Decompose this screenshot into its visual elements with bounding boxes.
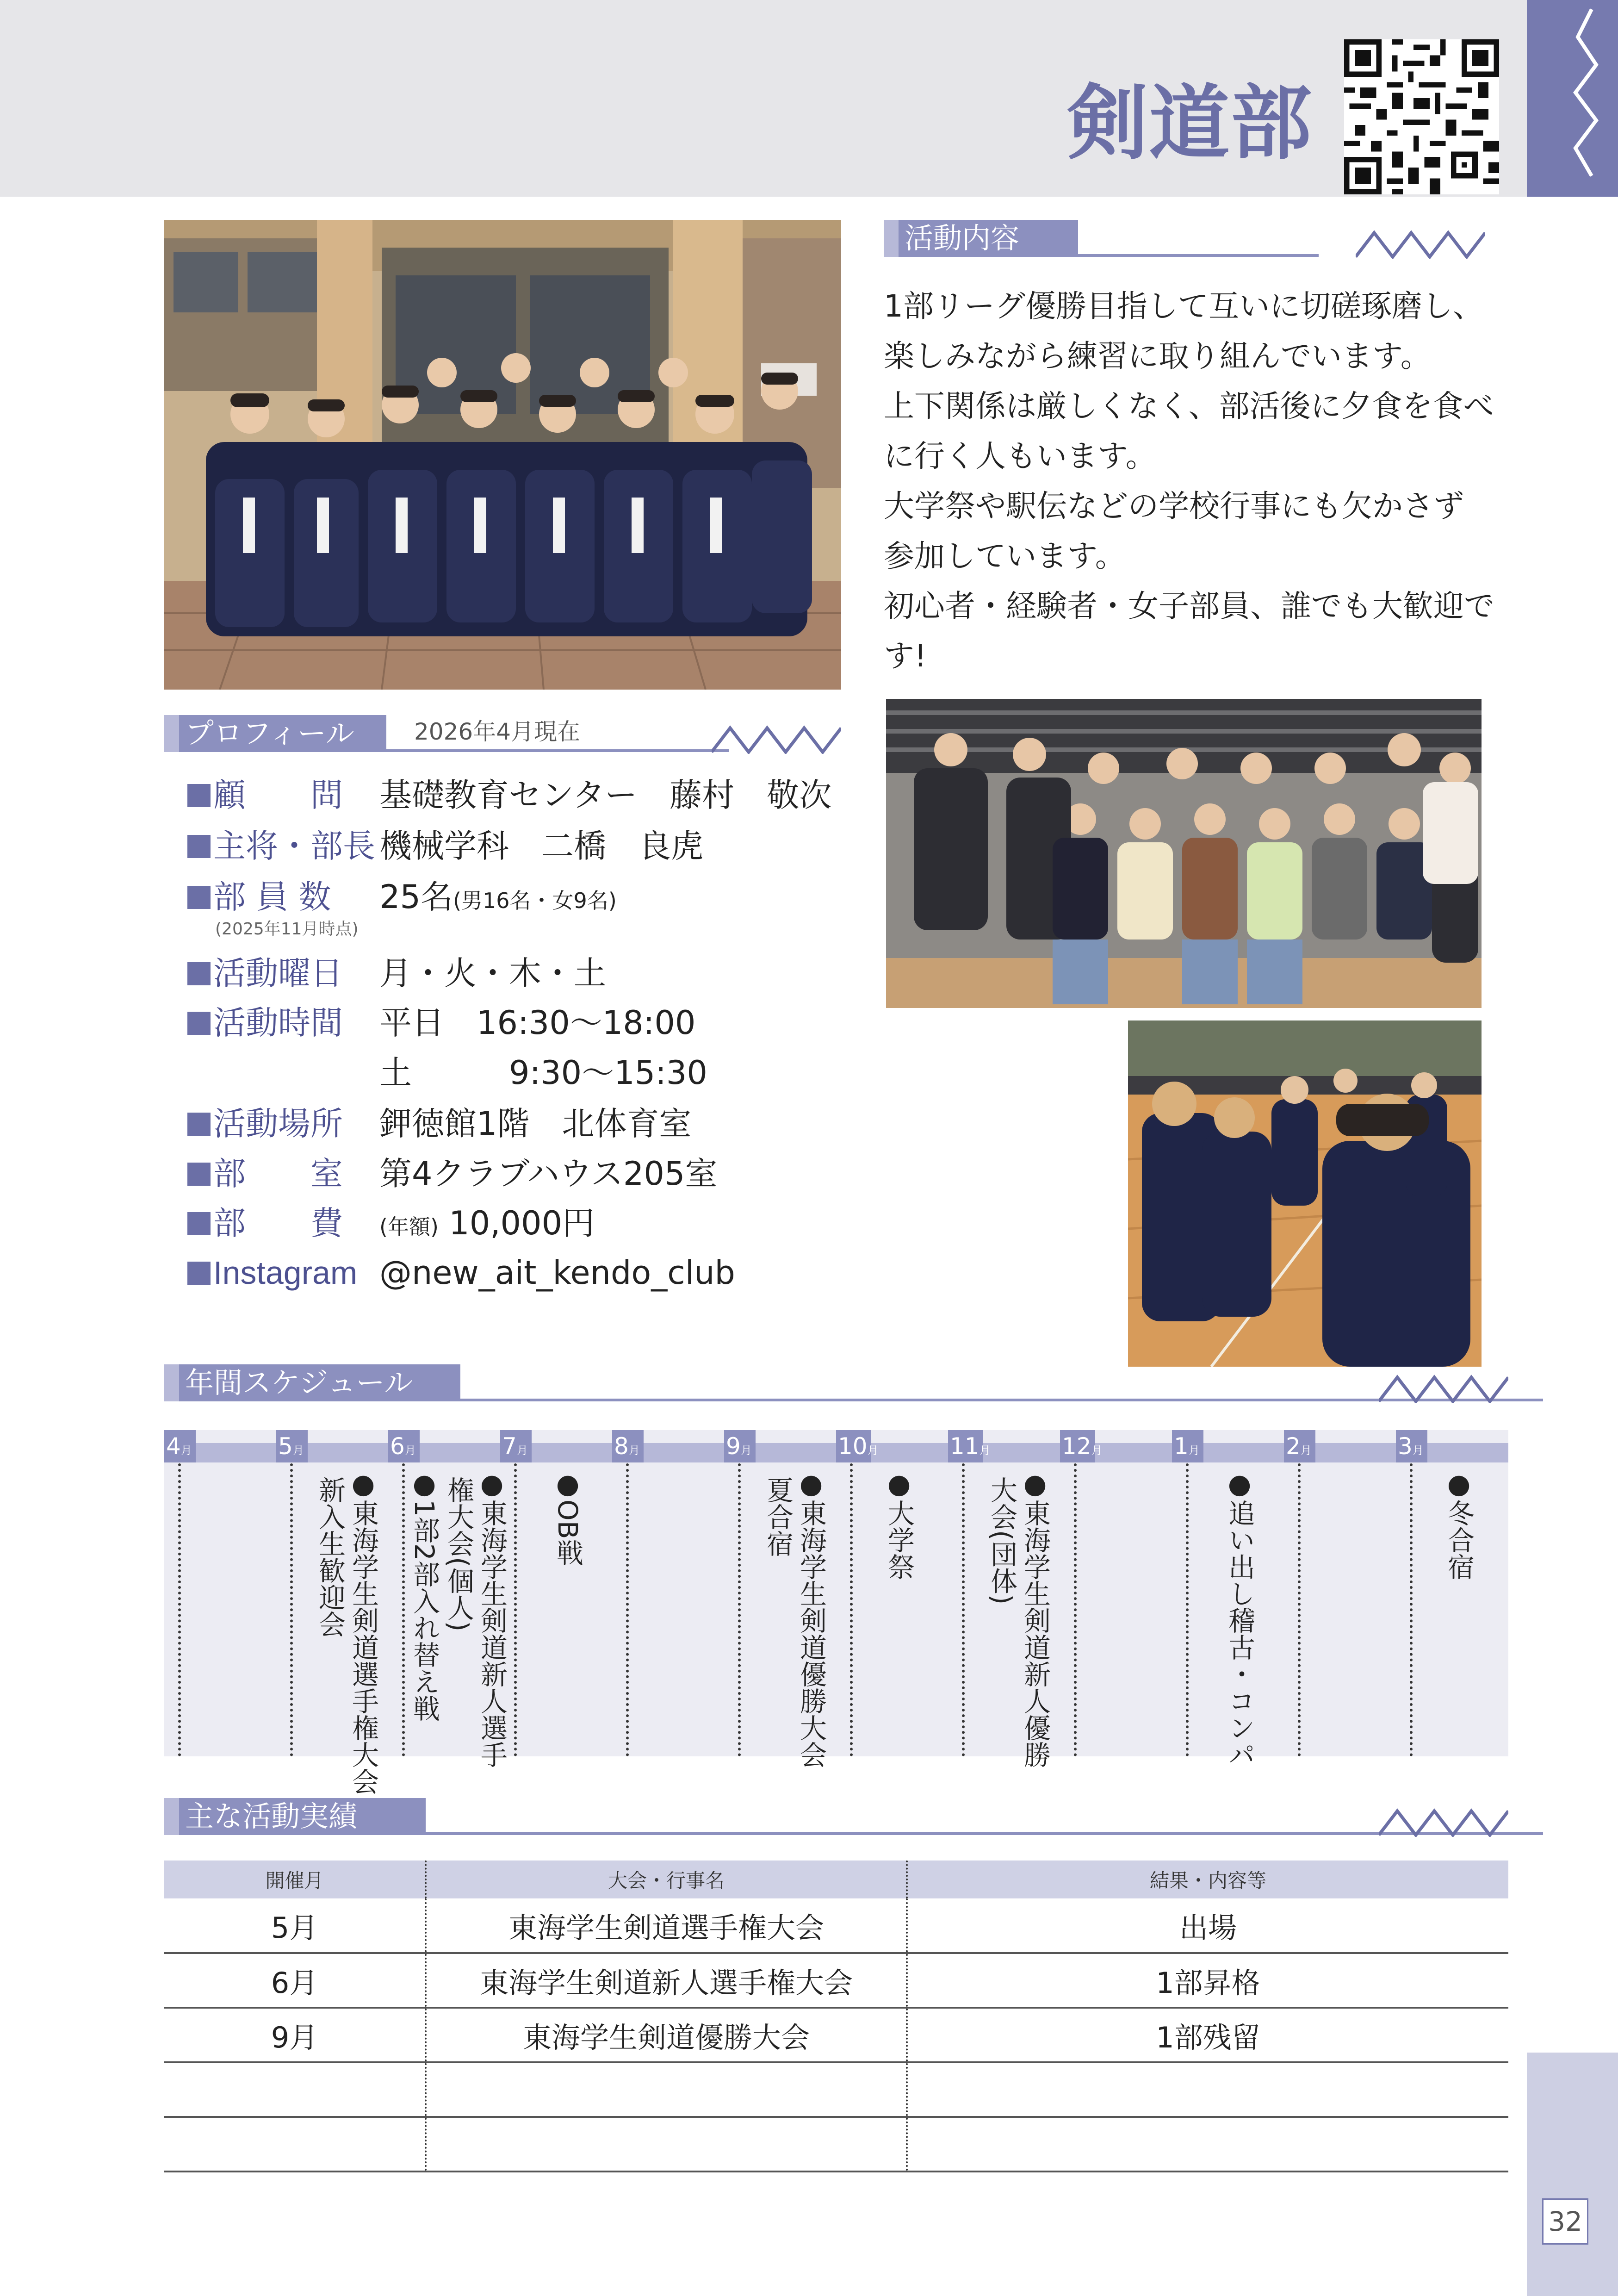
schedule-event: ●東海学生剣道選手権大会 (347, 1468, 379, 1795)
section-underline (426, 1832, 1543, 1835)
month-column: 5月 ●東海学生剣道選手権大会 新入生歓迎会 (276, 1430, 388, 1756)
month-column: 10月 ●大学祭 (836, 1430, 948, 1756)
month-label: 2 (1286, 1433, 1301, 1460)
table-row (164, 2117, 1508, 2172)
schedule-event: ●OB戦 (552, 1468, 583, 1566)
activity-line: 参加しています。 (884, 538, 1126, 574)
table-row (164, 1898, 1508, 1953)
members-breakdown: (男16名・女9名) (453, 888, 617, 913)
month-divider (402, 1463, 405, 1756)
month-label: 11 (950, 1433, 979, 1460)
square-bullet-icon (187, 1012, 211, 1035)
activity-description (884, 281, 1494, 681)
table-cell: 東海学生剣道選手権大会 (426, 1898, 907, 1953)
profile-section-header (164, 715, 841, 752)
month-divider (738, 1463, 741, 1756)
month-divider (1186, 1463, 1189, 1756)
profile-label: 主将・部長 (213, 827, 375, 865)
month-label: 12 (1062, 1433, 1091, 1460)
table-cell: 1部昇格 (907, 1953, 1508, 2008)
profile-label: 部 員 数 (213, 878, 331, 916)
activity-line: 初心者・経験者・女子部員、誰でも大歓迎で (884, 588, 1494, 624)
schedule-section-header (164, 1364, 1508, 1401)
qr-code-icon[interactable] (1344, 39, 1499, 194)
table-row (164, 2062, 1508, 2117)
square-bullet-icon (187, 784, 211, 807)
schedule-event: 大会(団体) (986, 1476, 1017, 1605)
members-note: (2025年11月時点) (215, 920, 359, 939)
month-label: 8 (614, 1433, 629, 1460)
month-divider (850, 1463, 853, 1756)
month-divider (1410, 1463, 1413, 1756)
profile-label: 活動時間 (213, 1004, 343, 1042)
activity-section-header (884, 220, 1485, 257)
zigzag-decoration-icon (1527, 0, 1618, 197)
month-label: 3 (1398, 1433, 1413, 1460)
schedule-event: ●大学祭 (883, 1468, 915, 1580)
schedule-event: ●東海学生剣道新人選手 (476, 1468, 508, 1768)
square-bullet-icon (187, 1262, 211, 1285)
table-cell: 東海学生剣道新人選手権大会 (426, 1953, 907, 2008)
schedule-heading: 年間スケジュール (164, 1364, 460, 1401)
profile-value: 10,000円 (449, 1204, 595, 1242)
profile-value: 基礎教育センター 藤村 敬次 (379, 776, 832, 814)
month-column: 2月 (1284, 1430, 1396, 1756)
table-cell (426, 2117, 907, 2172)
table-cell: 1部残留 (907, 2008, 1508, 2062)
activity-line: に行く人もいます。 (884, 438, 1156, 474)
column-header: 結果・内容等 (907, 1860, 1508, 1898)
month-divider (962, 1463, 965, 1756)
table-cell: 6月 (164, 1953, 426, 2008)
schedule-event: 権大会(個人) (443, 1476, 474, 1632)
zigzag-decoration-icon (1379, 1808, 1508, 1837)
results-heading: 主な活動実績 (164, 1798, 426, 1835)
profile-label: 顧 問 (213, 776, 343, 814)
schedule-event: ●追い出し稽古・コンパ (1224, 1468, 1255, 1768)
column-header: 開催月 (164, 1860, 426, 1898)
profile-value: 機械学科 二橋 良虎 (379, 827, 703, 865)
zigzag-decoration-icon (1356, 230, 1485, 259)
profile-value: 25名 (379, 878, 453, 916)
month-divider (178, 1463, 181, 1756)
profile-value: 鉀徳館1階 北体育室 (379, 1105, 692, 1143)
month-column: 4月 (164, 1430, 276, 1756)
month-divider (514, 1463, 517, 1756)
activity-line: 1部リーグ優勝目指して互いに切磋琢磨し、 (884, 288, 1483, 324)
table-cell (907, 2117, 1508, 2172)
zigzag-decoration-icon (712, 725, 841, 754)
table-cell: 東海学生剣道優勝大会 (426, 2008, 907, 2062)
month-label: 1 (1174, 1433, 1189, 1460)
month-column: 11月 ●東海学生剣道新人優勝 大会(団体) (948, 1430, 1060, 1756)
profile-label: 活動曜日 (213, 954, 343, 992)
team-photo (164, 220, 841, 690)
profile-value: 土 9:30〜15:30 (379, 1054, 707, 1092)
month-column: 9月 ●東海学生剣道優勝大会 夏合宿 (724, 1430, 836, 1756)
month-label: 9 (726, 1433, 741, 1460)
group-casual-photo (886, 699, 1482, 1008)
profile-value: 月・火・木・土 (379, 954, 606, 992)
profile-label: Instagram (213, 1255, 358, 1291)
profile-label: 活動場所 (213, 1105, 343, 1143)
schedule-event: 夏合宿 (762, 1476, 794, 1557)
square-bullet-icon (187, 835, 211, 858)
table-cell: 出場 (907, 1898, 1508, 1953)
table-cell: 5月 (164, 1898, 426, 1953)
column-header: 大会・行事名 (426, 1860, 907, 1898)
month-divider (626, 1463, 629, 1756)
profile-label: 部 費 (213, 1204, 343, 1242)
section-underline (1078, 254, 1319, 257)
month-column: 1月 ●追い出し稽古・コンパ (1172, 1430, 1284, 1756)
table-cell: 9月 (164, 2008, 426, 2062)
profile-as-of: 2026年4月現在 (414, 718, 581, 745)
results-table (164, 1860, 1508, 2172)
profile-value: 第4クラブハウス205室 (379, 1155, 718, 1193)
practice-photo (1128, 1020, 1482, 1367)
table-row (164, 2008, 1508, 2062)
page-number: 32 (1542, 2198, 1588, 2245)
activity-line: 楽しみながら練習に取り組んでいます。 (884, 338, 1431, 374)
club-title: 剣道部 (1067, 77, 1313, 171)
month-column: 6月 ●1部2部入れ替え戦 ●東海学生剣道新人選手 権大会(個人) (388, 1430, 500, 1756)
fee-prefix: (年額) (379, 1214, 439, 1239)
month-label: 7 (502, 1433, 517, 1460)
activity-line: 大学祭や駅伝などの学校行事にも欠かさず (884, 488, 1464, 524)
activity-heading: 活動内容 (884, 220, 1078, 257)
schedule-event: 新入生歓迎会 (314, 1476, 346, 1637)
table-cell (907, 2062, 1508, 2117)
schedule-event: ●1部2部入れ替え戦 (409, 1468, 440, 1722)
profile-heading: プロフィール (164, 715, 386, 752)
square-bullet-icon (187, 1163, 211, 1186)
month-label: 4 (166, 1433, 181, 1460)
table-header-row (164, 1860, 1508, 1898)
side-bottom-tab (1527, 2053, 1618, 2296)
square-bullet-icon (187, 1212, 211, 1235)
month-column: 12月 (1060, 1430, 1172, 1756)
schedule-event: ●東海学生剣道新人優勝 (1019, 1468, 1051, 1768)
month-label: 5 (278, 1433, 293, 1460)
month-divider (290, 1463, 293, 1756)
square-bullet-icon (187, 1113, 211, 1136)
results-section-header (164, 1798, 1508, 1835)
table-cell (426, 2062, 907, 2117)
table-cell (164, 2062, 426, 2117)
month-label: 6 (390, 1433, 405, 1460)
side-tab (1527, 0, 1618, 197)
table-cell (164, 2117, 426, 2172)
month-column: 3月 ●冬合宿 (1396, 1430, 1508, 1756)
month-column: 7月 ●OB戦 (500, 1430, 612, 1756)
profile-label: 部 室 (213, 1155, 343, 1193)
activity-line: 上下関係は厳しくなく、部活後に夕食を食べ (884, 388, 1494, 424)
month-label: 10 (838, 1433, 868, 1460)
schedule-event: ●冬合宿 (1443, 1468, 1475, 1580)
table-row (164, 1953, 1508, 2008)
month-divider (1074, 1463, 1077, 1756)
month-column: 8月 (612, 1430, 724, 1756)
schedule-event: ●東海学生剣道優勝大会 (795, 1468, 827, 1768)
square-bullet-icon (187, 962, 211, 985)
month-divider (1298, 1463, 1301, 1756)
activity-line: す! (884, 638, 927, 674)
zigzag-decoration-icon (1379, 1375, 1508, 1403)
profile-value: 平日 16:30〜18:00 (379, 1004, 696, 1042)
instagram-handle[interactable]: @new_ait_kendo_club (379, 1254, 735, 1292)
square-bullet-icon (187, 886, 211, 909)
